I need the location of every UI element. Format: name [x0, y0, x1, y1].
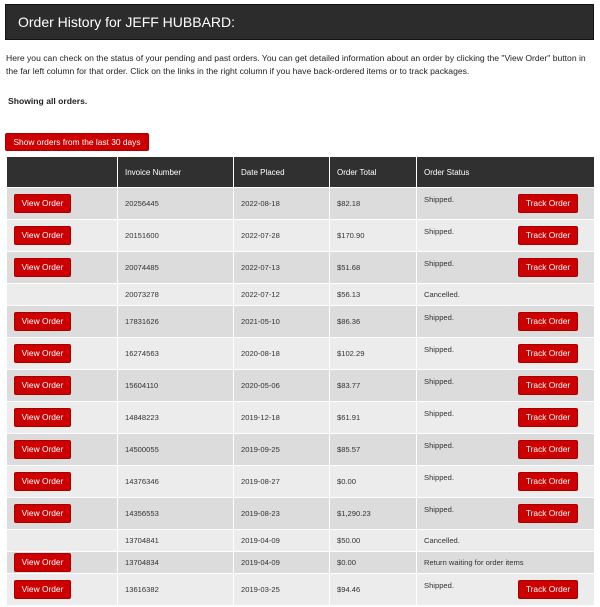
cell-date: 2022-07-13: [234, 252, 330, 284]
cell-total: $94.46: [330, 574, 417, 606]
status-text: Shipped.: [424, 473, 454, 482]
status-text: Shipped.: [424, 313, 454, 322]
cell-total: $82.18: [330, 188, 417, 220]
cell-action: [7, 466, 118, 498]
cell-status: [417, 220, 595, 252]
view-order-button[interactable]: View Order: [14, 258, 71, 277]
view-order-button[interactable]: View Order: [14, 344, 71, 363]
cell-action: [7, 434, 118, 466]
track-order-button[interactable]: Track Order: [518, 472, 578, 491]
status-text: Shipped.: [424, 409, 454, 418]
status-text: Shipped.: [424, 441, 454, 450]
cell-invoice: 14848223: [118, 402, 234, 434]
cell-invoice: 14500055: [118, 434, 234, 466]
cell-date: 2019-03-25: [234, 574, 330, 606]
table-row: [7, 370, 595, 402]
page-title: Order History for JEFF HUBBARD:: [5, 4, 594, 40]
showing-label: Showing all orders.: [8, 96, 88, 106]
cell-total: $85.57: [330, 434, 417, 466]
track-order-button[interactable]: Track Order: [518, 408, 578, 427]
status-text: Return waiting for order items: [424, 558, 524, 567]
cell-action: [7, 252, 118, 284]
view-order-button[interactable]: View Order: [14, 376, 71, 395]
cell-invoice: 20256445: [118, 188, 234, 220]
track-order-button[interactable]: Track Order: [518, 226, 578, 245]
track-order-button[interactable]: Track Order: [518, 258, 578, 277]
cell-date: 2022-08-18: [234, 188, 330, 220]
track-order-button[interactable]: Track Order: [518, 312, 578, 331]
cell-action: [7, 220, 118, 252]
table-row: [7, 284, 595, 306]
track-order-button[interactable]: Track Order: [518, 440, 578, 459]
cell-invoice: 20074485: [118, 252, 234, 284]
cell-invoice: 14356553: [118, 498, 234, 530]
cell-invoice: 14376346: [118, 466, 234, 498]
cell-date: 2019-08-27: [234, 466, 330, 498]
view-order-button[interactable]: View Order: [14, 553, 71, 572]
cell-date: 2019-04-09: [234, 552, 330, 574]
status-text: Shipped.: [424, 581, 454, 590]
cell-action: [7, 574, 118, 606]
cell-total: $61.91: [330, 402, 417, 434]
cell-action: [7, 338, 118, 370]
status-text: Cancelled.: [424, 290, 460, 299]
cell-action: [7, 188, 118, 220]
cell-total: $0.00: [330, 466, 417, 498]
view-order-button[interactable]: View Order: [14, 226, 71, 245]
cell-date: 2019-04-09: [234, 530, 330, 552]
table-row: [7, 220, 595, 252]
status-text: Shipped.: [424, 345, 454, 354]
table-row: [7, 252, 595, 284]
cell-total: $86.36: [330, 306, 417, 338]
cell-date: 2022-07-28: [234, 220, 330, 252]
col-header-total: Order Total: [330, 157, 417, 188]
table-row: [7, 338, 595, 370]
cell-action: [7, 306, 118, 338]
cell-total: $50.00: [330, 530, 417, 552]
track-order-button[interactable]: Track Order: [518, 580, 578, 599]
view-order-button[interactable]: View Order: [14, 440, 71, 459]
cell-date: 2019-12-18: [234, 402, 330, 434]
status-text: Shipped.: [424, 195, 454, 204]
track-order-button[interactable]: Track Order: [518, 194, 578, 213]
view-order-button[interactable]: View Order: [14, 580, 71, 599]
table-row: [7, 434, 595, 466]
table-row: [7, 530, 595, 552]
cell-invoice: 17831626: [118, 306, 234, 338]
cell-date: 2022-07-12: [234, 284, 330, 306]
cell-total: $0.00: [330, 552, 417, 574]
cell-total: $170.90: [330, 220, 417, 252]
cell-date: 2020-08-18: [234, 338, 330, 370]
intro-text: Here you can check on the status of your pending and past orders. You can get detailed information about an order by clicking the "View Order" button in the far left column for that order. Click on the links in the right column if you have back-ordered items or to track packages.: [6, 53, 586, 76]
status-text: Cancelled.: [424, 536, 460, 545]
cell-total: $51.68: [330, 252, 417, 284]
cell-total: $1,290.23: [330, 498, 417, 530]
table-row: [7, 574, 595, 606]
cell-invoice: 13616382: [118, 574, 234, 606]
view-order-button[interactable]: View Order: [14, 194, 71, 213]
status-text: Shipped.: [424, 259, 454, 268]
table-row: [7, 306, 595, 338]
track-order-button[interactable]: Track Order: [518, 376, 578, 395]
cell-action: [7, 284, 118, 306]
cell-status: [417, 188, 595, 220]
table-row: [7, 498, 595, 530]
cell-date: 2019-09-25: [234, 434, 330, 466]
table-row: [7, 188, 595, 220]
view-order-button[interactable]: View Order: [14, 408, 71, 427]
view-order-button[interactable]: View Order: [14, 312, 71, 331]
track-order-button[interactable]: Track Order: [518, 504, 578, 523]
cell-invoice: 20151600: [118, 220, 234, 252]
col-header-action: [7, 157, 118, 188]
cell-invoice: 13704834: [118, 552, 234, 574]
table-row: [7, 552, 595, 574]
view-order-button[interactable]: View Order: [14, 504, 71, 523]
cell-invoice: 16274563: [118, 338, 234, 370]
cell-status: [417, 530, 595, 552]
table-row: [7, 402, 595, 434]
cell-status: [417, 306, 595, 338]
status-text: Shipped.: [424, 227, 454, 236]
cell-date: 2020-05-06: [234, 370, 330, 402]
cell-status: [417, 402, 595, 434]
orders-body: [7, 188, 595, 606]
table-row: [7, 466, 595, 498]
cell-status: [417, 284, 595, 306]
cell-action: [7, 552, 118, 574]
orders-table: [6, 156, 595, 606]
cell-invoice: 15604110: [118, 370, 234, 402]
col-header-invoice: Invoice Number: [118, 157, 234, 188]
cell-total: $83.77: [330, 370, 417, 402]
cell-status: [417, 552, 595, 574]
col-header-date: Date Placed: [234, 157, 330, 188]
cell-invoice: 13704841: [118, 530, 234, 552]
last-30-days-button[interactable]: Show orders from the last 30 days: [5, 133, 149, 151]
cell-action: [7, 530, 118, 552]
track-order-button[interactable]: Track Order: [518, 344, 578, 363]
status-text: Shipped.: [424, 377, 454, 386]
col-header-status: Order Status: [417, 157, 595, 188]
cell-status: [417, 498, 595, 530]
cell-status: [417, 434, 595, 466]
table-header-row: [7, 157, 595, 188]
cell-status: [417, 466, 595, 498]
cell-total: $56.13: [330, 284, 417, 306]
cell-status: [417, 574, 595, 606]
cell-action: [7, 402, 118, 434]
cell-status: [417, 338, 595, 370]
status-text: Shipped.: [424, 505, 454, 514]
cell-date: 2019-08-23: [234, 498, 330, 530]
view-order-button[interactable]: View Order: [14, 472, 71, 491]
cell-status: [417, 252, 595, 284]
cell-total: $102.29: [330, 338, 417, 370]
cell-invoice: 20073278: [118, 284, 234, 306]
cell-date: 2021-05-10: [234, 306, 330, 338]
cell-action: [7, 370, 118, 402]
cell-action: [7, 498, 118, 530]
cell-status: [417, 370, 595, 402]
